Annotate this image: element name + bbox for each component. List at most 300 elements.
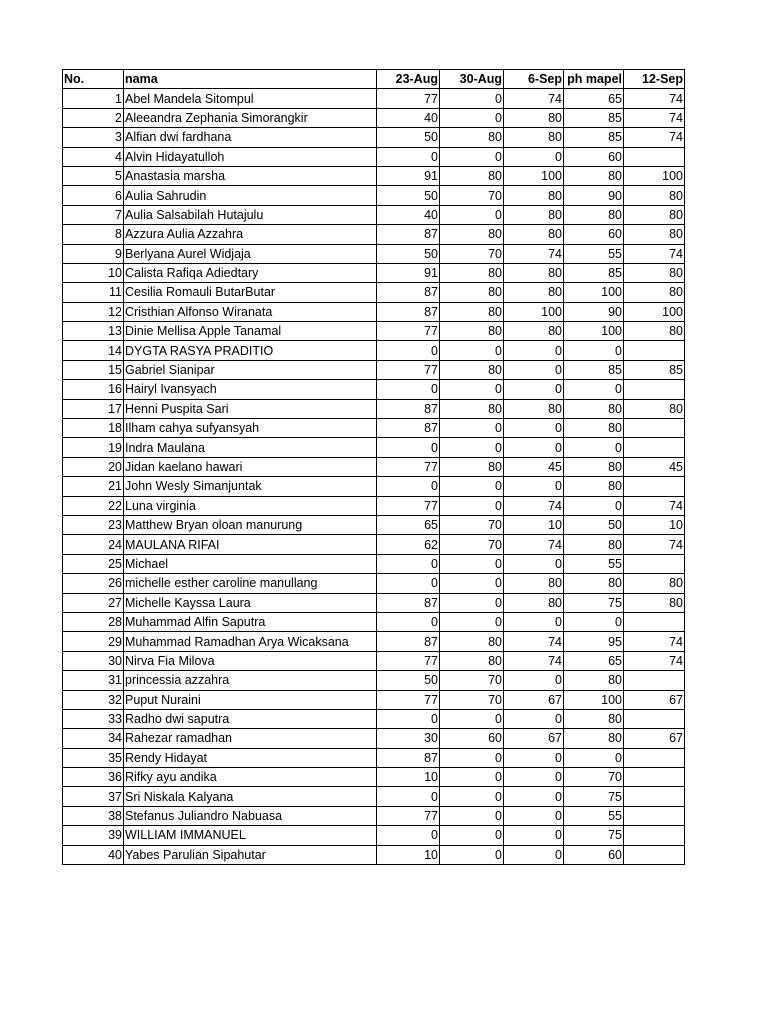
student-name-cell: Michael [124,554,377,573]
student-name-cell: Hairyl Ivansyach [124,380,377,399]
score-ph-mapel-cell: 80 [564,671,624,690]
score-ph-mapel-cell: 75 [564,826,624,845]
header-ph-mapel: ph mapel [564,70,624,89]
score-30-aug-cell: 0 [440,380,504,399]
score-6-sep-cell: 74 [504,496,564,515]
score-23-aug-cell: 62 [377,535,440,554]
score-6-sep-cell: 80 [504,574,564,593]
score-30-aug-cell: 0 [440,593,504,612]
row-number-cell: 3 [63,128,124,147]
score-ph-mapel-cell: 100 [564,283,624,302]
score-30-aug-cell: 0 [440,612,504,631]
score-30-aug-cell: 0 [440,419,504,438]
score-23-aug-cell: 87 [377,632,440,651]
table-row [63,225,685,244]
table-row [63,166,685,185]
score-23-aug-cell: 0 [377,438,440,457]
score-ph-mapel-cell: 80 [564,535,624,554]
table-row [63,632,685,651]
student-name-cell: Cesilia Romauli ButarButar [124,283,377,302]
score-30-aug-cell: 0 [440,477,504,496]
student-name-cell: Azzura Aulia Azzahra [124,225,377,244]
score-30-aug-cell: 80 [440,651,504,670]
row-number-cell: 40 [63,845,124,864]
score-ph-mapel-cell: 0 [564,380,624,399]
score-12-sep-cell [624,748,685,767]
row-number-cell: 23 [63,515,124,534]
row-number-cell: 32 [63,690,124,709]
score-ph-mapel-cell: 60 [564,225,624,244]
score-30-aug-cell: 70 [440,515,504,534]
score-6-sep-cell: 80 [504,593,564,612]
table-row [63,341,685,360]
student-name-cell: Nirva Fia Milova [124,651,377,670]
score-ph-mapel-cell: 80 [564,399,624,418]
row-number-cell: 28 [63,612,124,631]
score-23-aug-cell: 77 [377,89,440,108]
score-30-aug-cell: 80 [440,166,504,185]
score-23-aug-cell: 87 [377,748,440,767]
score-6-sep-cell: 80 [504,225,564,244]
table-row [63,690,685,709]
score-6-sep-cell: 80 [504,399,564,418]
score-6-sep-cell: 80 [504,108,564,127]
score-ph-mapel-cell: 85 [564,360,624,379]
student-name-cell: Alfian dwi fardhana [124,128,377,147]
score-12-sep-cell [624,845,685,864]
score-6-sep-cell: 80 [504,128,564,147]
score-30-aug-cell: 0 [440,768,504,787]
score-6-sep-cell: 100 [504,166,564,185]
student-name-cell: Rahezar ramadhan [124,729,377,748]
student-name-cell: Alvin Hidayatulloh [124,147,377,166]
score-6-sep-cell: 74 [504,244,564,263]
row-number-cell: 33 [63,709,124,728]
score-23-aug-cell: 50 [377,244,440,263]
grades-table [62,69,685,865]
score-30-aug-cell: 80 [440,457,504,476]
row-number-cell: 22 [63,496,124,515]
row-number-cell: 6 [63,186,124,205]
score-6-sep-cell: 80 [504,186,564,205]
score-30-aug-cell: 80 [440,128,504,147]
score-23-aug-cell: 77 [377,322,440,341]
student-name-cell: Rifky ayu andika [124,768,377,787]
score-12-sep-cell [624,768,685,787]
row-number-cell: 15 [63,360,124,379]
student-name-cell: Abel Mandela Sitompul [124,89,377,108]
score-30-aug-cell: 70 [440,690,504,709]
score-ph-mapel-cell: 100 [564,322,624,341]
score-30-aug-cell: 0 [440,748,504,767]
score-6-sep-cell: 80 [504,283,564,302]
row-number-cell: 10 [63,263,124,282]
student-name-cell: Henni Puspita Sari [124,399,377,418]
score-12-sep-cell [624,709,685,728]
score-23-aug-cell: 10 [377,768,440,787]
row-number-cell: 12 [63,302,124,321]
score-30-aug-cell: 0 [440,496,504,515]
score-ph-mapel-cell: 80 [564,477,624,496]
score-6-sep-cell: 67 [504,690,564,709]
score-6-sep-cell: 0 [504,477,564,496]
row-number-cell: 4 [63,147,124,166]
table-row [63,729,685,748]
score-12-sep-cell: 80 [624,205,685,224]
row-number-cell: 5 [63,166,124,185]
score-6-sep-cell: 74 [504,651,564,670]
table-row [63,574,685,593]
score-23-aug-cell: 0 [377,380,440,399]
score-30-aug-cell: 80 [440,322,504,341]
table-row [63,89,685,108]
score-ph-mapel-cell: 80 [564,709,624,728]
score-23-aug-cell: 0 [377,826,440,845]
score-23-aug-cell: 50 [377,671,440,690]
row-number-cell: 38 [63,806,124,825]
score-30-aug-cell: 70 [440,671,504,690]
row-number-cell: 36 [63,768,124,787]
score-ph-mapel-cell: 80 [564,729,624,748]
score-ph-mapel-cell: 85 [564,128,624,147]
score-12-sep-cell [624,341,685,360]
score-23-aug-cell: 87 [377,419,440,438]
student-name-cell: Calista Rafiqa Adiedtary [124,263,377,282]
score-23-aug-cell: 87 [377,593,440,612]
table-row [63,205,685,224]
student-name-cell: Sri Niskala Kalyana [124,787,377,806]
score-30-aug-cell: 80 [440,399,504,418]
student-name-cell: Stefanus Juliandro Nabuasa [124,806,377,825]
row-number-cell: 30 [63,651,124,670]
student-name-cell: princessia azzahra [124,671,377,690]
score-6-sep-cell: 100 [504,302,564,321]
score-23-aug-cell: 77 [377,651,440,670]
score-ph-mapel-cell: 0 [564,612,624,631]
score-6-sep-cell: 0 [504,612,564,631]
score-ph-mapel-cell: 0 [564,341,624,360]
score-23-aug-cell: 77 [377,806,440,825]
score-23-aug-cell: 0 [377,787,440,806]
table-row [63,535,685,554]
header-date-12-sep: 12-Sep [624,70,685,89]
table-row [63,477,685,496]
row-number-cell: 11 [63,283,124,302]
student-name-cell: Anastasia marsha [124,166,377,185]
score-12-sep-cell: 80 [624,399,685,418]
header-name: nama [124,70,377,89]
table-row [63,244,685,263]
score-23-aug-cell: 91 [377,166,440,185]
score-ph-mapel-cell: 60 [564,845,624,864]
score-6-sep-cell: 80 [504,205,564,224]
score-30-aug-cell: 0 [440,826,504,845]
table-row [63,612,685,631]
table-row [63,496,685,515]
table-row [63,380,685,399]
table-row [63,515,685,534]
row-number-cell: 9 [63,244,124,263]
score-23-aug-cell: 0 [377,574,440,593]
score-6-sep-cell: 67 [504,729,564,748]
score-6-sep-cell: 0 [504,554,564,573]
score-23-aug-cell: 87 [377,399,440,418]
score-30-aug-cell: 0 [440,709,504,728]
score-ph-mapel-cell: 80 [564,574,624,593]
student-name-cell: Jidan kaelano hawari [124,457,377,476]
score-12-sep-cell: 74 [624,244,685,263]
student-name-cell: Rendy Hidayat [124,748,377,767]
student-name-cell: Berlyana Aurel Widjaja [124,244,377,263]
student-name-cell: Michelle Kayssa Laura [124,593,377,612]
table-row [63,128,685,147]
score-23-aug-cell: 0 [377,554,440,573]
table-row [63,186,685,205]
score-12-sep-cell [624,419,685,438]
score-6-sep-cell: 80 [504,322,564,341]
score-ph-mapel-cell: 60 [564,147,624,166]
score-30-aug-cell: 0 [440,845,504,864]
score-23-aug-cell: 87 [377,225,440,244]
score-23-aug-cell: 0 [377,147,440,166]
score-12-sep-cell: 100 [624,166,685,185]
score-6-sep-cell: 0 [504,147,564,166]
score-30-aug-cell: 0 [440,341,504,360]
score-23-aug-cell: 87 [377,283,440,302]
row-number-cell: 20 [63,457,124,476]
score-12-sep-cell: 100 [624,302,685,321]
score-12-sep-cell: 74 [624,496,685,515]
score-12-sep-cell [624,671,685,690]
score-12-sep-cell: 67 [624,729,685,748]
student-name-cell: Yabes Parulian Sipahutar [124,845,377,864]
score-23-aug-cell: 91 [377,263,440,282]
student-name-cell: Aulia Salsabilah Hutajulu [124,205,377,224]
score-30-aug-cell: 0 [440,554,504,573]
table-row [63,147,685,166]
score-6-sep-cell: 0 [504,380,564,399]
table-row [63,108,685,127]
score-12-sep-cell [624,554,685,573]
score-30-aug-cell: 70 [440,535,504,554]
header-date-6-sep: 6-Sep [504,70,564,89]
table-row [63,787,685,806]
score-6-sep-cell: 10 [504,515,564,534]
score-12-sep-cell: 80 [624,593,685,612]
score-6-sep-cell: 0 [504,806,564,825]
score-12-sep-cell [624,787,685,806]
score-12-sep-cell: 85 [624,360,685,379]
student-name-cell: Ilham cahya sufyansyah [124,419,377,438]
score-30-aug-cell: 0 [440,89,504,108]
score-12-sep-cell [624,612,685,631]
score-ph-mapel-cell: 80 [564,419,624,438]
score-12-sep-cell: 74 [624,632,685,651]
student-name-cell: Aulia Sahrudin [124,186,377,205]
header-date-30-aug: 30-Aug [440,70,504,89]
student-name-cell: michelle esther caroline manullang [124,574,377,593]
score-23-aug-cell: 77 [377,360,440,379]
row-number-cell: 21 [63,477,124,496]
score-30-aug-cell: 80 [440,632,504,651]
score-30-aug-cell: 80 [440,263,504,282]
score-12-sep-cell: 80 [624,283,685,302]
student-name-cell: Dinie Mellisa Apple Tanamal [124,322,377,341]
table-row [63,709,685,728]
student-name-cell: Luna virginia [124,496,377,515]
score-30-aug-cell: 70 [440,186,504,205]
row-number-cell: 8 [63,225,124,244]
score-ph-mapel-cell: 80 [564,166,624,185]
row-number-cell: 25 [63,554,124,573]
header-row [63,70,685,89]
score-ph-mapel-cell: 55 [564,244,624,263]
score-12-sep-cell: 74 [624,535,685,554]
score-30-aug-cell: 60 [440,729,504,748]
table-row [63,593,685,612]
score-30-aug-cell: 80 [440,302,504,321]
score-6-sep-cell: 45 [504,457,564,476]
student-name-cell: Matthew Bryan oloan manurung [124,515,377,534]
table-row [63,748,685,767]
score-30-aug-cell: 0 [440,787,504,806]
row-number-cell: 27 [63,593,124,612]
score-ph-mapel-cell: 70 [564,768,624,787]
row-number-cell: 31 [63,671,124,690]
score-6-sep-cell: 0 [504,845,564,864]
table-row [63,438,685,457]
student-name-cell: Cristhian Alfonso Wiranata [124,302,377,321]
student-name-cell: DYGTA RASYA PRADITIO [124,341,377,360]
score-12-sep-cell: 74 [624,108,685,127]
score-30-aug-cell: 80 [440,360,504,379]
score-23-aug-cell: 77 [377,457,440,476]
score-30-aug-cell: 70 [440,244,504,263]
student-name-cell: Muhammad Ramadhan Arya Wicaksana [124,632,377,651]
score-ph-mapel-cell: 85 [564,108,624,127]
score-23-aug-cell: 30 [377,729,440,748]
score-23-aug-cell: 10 [377,845,440,864]
score-30-aug-cell: 0 [440,806,504,825]
score-12-sep-cell: 67 [624,690,685,709]
table-row [63,360,685,379]
table-row [63,399,685,418]
score-ph-mapel-cell: 80 [564,457,624,476]
table-header [63,70,685,89]
score-12-sep-cell: 80 [624,263,685,282]
score-6-sep-cell: 0 [504,438,564,457]
score-ph-mapel-cell: 50 [564,515,624,534]
score-6-sep-cell: 0 [504,768,564,787]
table-row [63,263,685,282]
student-name-cell: Gabriel Sianipar [124,360,377,379]
score-12-sep-cell: 10 [624,515,685,534]
score-6-sep-cell: 0 [504,787,564,806]
score-ph-mapel-cell: 65 [564,89,624,108]
row-number-cell: 37 [63,787,124,806]
student-name-cell: Puput Nuraini [124,690,377,709]
score-12-sep-cell [624,477,685,496]
score-30-aug-cell: 80 [440,225,504,244]
row-number-cell: 16 [63,380,124,399]
table-body [63,89,685,865]
score-30-aug-cell: 0 [440,147,504,166]
score-ph-mapel-cell: 75 [564,593,624,612]
row-number-cell: 18 [63,419,124,438]
row-number-cell: 39 [63,826,124,845]
table-row [63,845,685,864]
score-12-sep-cell [624,438,685,457]
header-no: No. [63,70,124,89]
score-ph-mapel-cell: 0 [564,748,624,767]
score-23-aug-cell: 50 [377,186,440,205]
score-23-aug-cell: 40 [377,205,440,224]
table-row [63,826,685,845]
score-ph-mapel-cell: 90 [564,302,624,321]
table-row [63,768,685,787]
score-6-sep-cell: 0 [504,748,564,767]
score-23-aug-cell: 77 [377,496,440,515]
score-ph-mapel-cell: 85 [564,263,624,282]
student-name-cell: Radho dwi saputra [124,709,377,728]
row-number-cell: 29 [63,632,124,651]
table-row [63,419,685,438]
score-12-sep-cell: 74 [624,128,685,147]
score-12-sep-cell [624,147,685,166]
score-6-sep-cell: 0 [504,419,564,438]
score-6-sep-cell: 0 [504,341,564,360]
score-23-aug-cell: 50 [377,128,440,147]
score-6-sep-cell: 80 [504,263,564,282]
score-ph-mapel-cell: 80 [564,205,624,224]
score-6-sep-cell: 0 [504,709,564,728]
score-ph-mapel-cell: 75 [564,787,624,806]
row-number-cell: 7 [63,205,124,224]
score-30-aug-cell: 0 [440,438,504,457]
score-23-aug-cell: 0 [377,709,440,728]
score-23-aug-cell: 0 [377,341,440,360]
score-12-sep-cell [624,826,685,845]
score-23-aug-cell: 40 [377,108,440,127]
score-23-aug-cell: 87 [377,302,440,321]
row-number-cell: 2 [63,108,124,127]
score-ph-mapel-cell: 100 [564,690,624,709]
score-23-aug-cell: 0 [377,612,440,631]
score-30-aug-cell: 0 [440,205,504,224]
score-ph-mapel-cell: 0 [564,438,624,457]
table-row [63,283,685,302]
row-number-cell: 24 [63,535,124,554]
score-12-sep-cell [624,380,685,399]
row-number-cell: 1 [63,89,124,108]
score-12-sep-cell: 80 [624,322,685,341]
table-row [63,554,685,573]
table-row [63,302,685,321]
score-23-aug-cell: 65 [377,515,440,534]
score-ph-mapel-cell: 65 [564,651,624,670]
score-ph-mapel-cell: 90 [564,186,624,205]
score-30-aug-cell: 0 [440,108,504,127]
table-row [63,322,685,341]
score-ph-mapel-cell: 0 [564,496,624,515]
table-row [63,457,685,476]
row-number-cell: 35 [63,748,124,767]
row-number-cell: 26 [63,574,124,593]
score-ph-mapel-cell: 95 [564,632,624,651]
score-30-aug-cell: 0 [440,574,504,593]
score-12-sep-cell: 80 [624,225,685,244]
table-row [63,806,685,825]
